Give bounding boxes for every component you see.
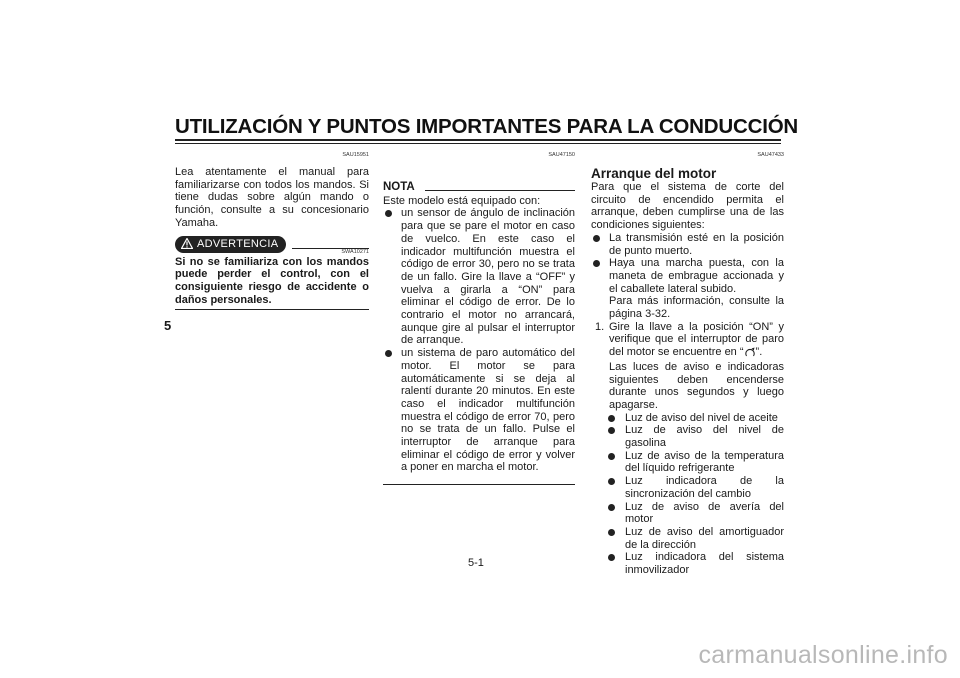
list-item-text: Haya una marcha puesta, con la maneta de embrague accionada y el caballete lateral subido.: [609, 257, 784, 295]
list-item-text: un sensor de ángulo de inclinación para que se pare el motor en caso de vuelco. En este caso el indicador multifunción muestra el código de error 30, pero no se trata de un fallo. Gire la llave a “OFF” y vuelva a girarla a “ON” para eliminar el código de error. De lo contrario el motor no arrancará, aunque gire al pulsar el interruptor de arranque.: [401, 207, 575, 347]
watermark-link[interactable]: carmanualsonline.info: [698, 641, 948, 669]
page-number: 5-1: [468, 557, 484, 569]
warning-code: SWA10271: [341, 248, 369, 255]
section-code: SAU15951: [342, 152, 369, 158]
list-item: [383, 347, 575, 474]
section-code: SAU47433: [757, 152, 784, 158]
chapter-tab: 5: [164, 318, 172, 333]
list-item-text: La transmisión esté en la posición de punto muerto.: [609, 231, 784, 257]
step-number: 1.: [595, 320, 605, 333]
list-item: [591, 424, 784, 449]
list-item-text: Luz indicadora del sistema inmovilizador: [625, 551, 784, 577]
nota-rule: [425, 190, 575, 191]
step-1-follow: Las luces de aviso e indicadoras siguientes deben encenderse durante unos segundos y luego apagarse.: [609, 360, 784, 411]
nota-list: [383, 207, 575, 474]
list-item-text: Luz indicadora de la sincronización del cambio: [625, 475, 784, 500]
bullet-icon: [593, 260, 600, 267]
engine-run-icon: [744, 346, 756, 361]
list-item: [591, 232, 784, 257]
list-item-text: Luz de aviso de la temperatura del líquido refrigerante: [625, 449, 784, 475]
title-rule-thin: [175, 143, 781, 144]
warning-end-rule: [175, 309, 369, 310]
step-text: Gire la llave a la posición “ON” y verifique que el interruptor de paro del motor se encuentre en “ ”.: [609, 321, 784, 358]
nota-end-rule: [383, 484, 575, 485]
list-item: [383, 207, 575, 347]
column-3: [591, 152, 784, 577]
warning-label: ADVERTENCIA: [197, 237, 279, 250]
list-item-text: Luz de aviso del nivel de gasolina: [625, 424, 784, 450]
warning-triangle-icon: [181, 238, 193, 251]
warning-badge: [175, 236, 286, 253]
warning-text: Si no se familiariza con los mandos puede perder el control, con el consiguiente riesgo de accidente o daños personales.: [175, 255, 369, 306]
column-2: [383, 152, 575, 485]
section-code: SAU47150: [548, 152, 575, 158]
nota-label: NOTA: [383, 181, 415, 193]
list-item: [591, 257, 784, 295]
section-heading: Arranque del motor: [591, 166, 717, 181]
list-item: [591, 551, 784, 576]
list-item: [591, 526, 784, 551]
step-1: [591, 321, 784, 361]
list-item: [591, 475, 784, 500]
bullet-icon: [608, 478, 615, 485]
bullet-icon: [608, 415, 615, 422]
bullet-icon: [385, 350, 392, 357]
title-rule: [175, 139, 781, 141]
bullet-icon: [608, 529, 615, 536]
list-item-text: Luz de aviso de avería del motor: [625, 500, 784, 526]
bullet-icon: [593, 235, 600, 242]
list-item-text: un sistema de paro automático del motor. El motor se para automáticamente si se deja al ralentí durante 20 minutos. En este caso el indicador multifunción muestra el código de error 70, pero no se trata de un fallo. Pulse el interruptor de arranque para eliminar el código de error y volver a poner en marcha el motor.: [401, 347, 575, 474]
bullet-icon: [608, 427, 615, 434]
list-item: [591, 450, 784, 475]
bullet-icon: [608, 504, 615, 511]
page-title: UTILIZACIÓN Y PUNTOS IMPORTANTES PARA LA CONDUCCIÓN: [175, 115, 799, 138]
intro-paragraph: Lea atentamente el manual para familiarizarse con todos los mandos. Si tiene dudas sobre algún mando o función, consulte a su concesionario Yamaha.: [175, 166, 369, 229]
bullet-icon: [385, 210, 392, 217]
nota-header: [383, 181, 575, 194]
column-1: [175, 152, 369, 310]
list-item-text: Luz de aviso del nivel de aceite: [625, 411, 778, 424]
lights-list: [591, 412, 784, 577]
list-item: [591, 412, 784, 425]
list-item-text: Luz de aviso del amortiguador de la dirección: [625, 525, 784, 551]
list-item: [591, 501, 784, 526]
conditions-list: [591, 232, 784, 296]
bullet-icon: [608, 554, 615, 561]
conditions-note: Para más información, consulte la página 3-32.: [609, 295, 784, 321]
section-intro: Para que el sistema de corte del circuito de encendido permita el arranque, deben cumplirse una de las condiciones siguientes:: [591, 181, 784, 232]
bullet-icon: [608, 453, 615, 460]
nota-intro: Este modelo está equipado con:: [383, 194, 541, 207]
